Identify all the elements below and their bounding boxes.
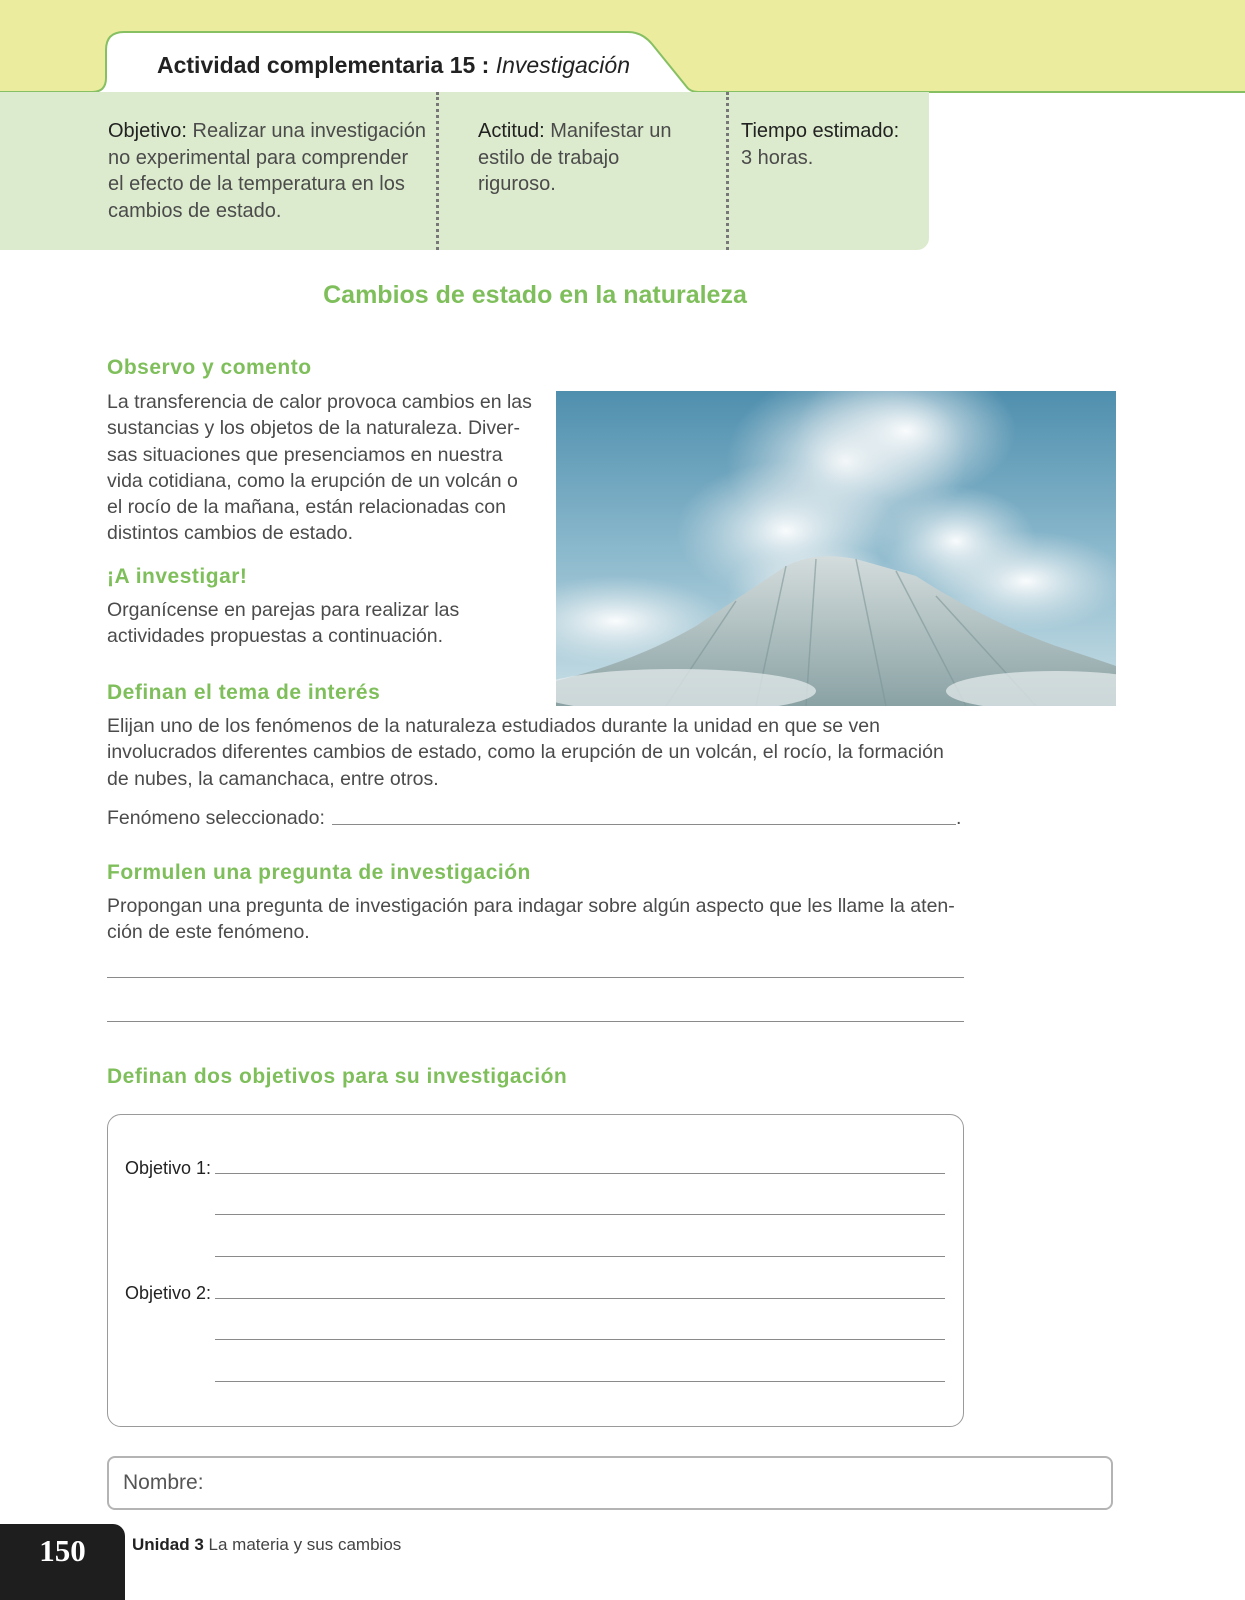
objetivo-2-line-2[interactable] (215, 1339, 945, 1340)
name-field[interactable] (107, 1456, 1113, 1510)
objetivo-block (108, 118, 428, 224)
heading-pregunta: Formulen una pregunta de investigación (107, 861, 531, 884)
divider (436, 92, 439, 250)
objetivo-1-line-2[interactable] (215, 1214, 945, 1215)
fenomeno-label: Fenómeno seleccionado: (107, 807, 325, 829)
activity-label: Actividad complementaria 15 : (157, 52, 490, 78)
investigar-text: Organícense en parejas para realizar las actividades propuestas a continuación. (107, 599, 460, 648)
page-title: Cambios de estado en la naturaleza (323, 281, 747, 309)
objetivo-2-label: Objetivo 2: (125, 1283, 212, 1303)
unit-title: La materia y sus cambios (208, 1535, 402, 1554)
tiempo-block (741, 118, 926, 171)
divider (726, 92, 729, 250)
objetivo-1-line-1[interactable] (215, 1173, 945, 1174)
objetivo-1-label: Objetivo 1: (125, 1158, 212, 1178)
unit-label: Unidad 3 (132, 1535, 204, 1554)
activity-type: Investigación (495, 52, 630, 78)
actitud-label: Actitud: (478, 120, 545, 142)
objetivo-1-line-3[interactable] (215, 1256, 945, 1257)
actitud-text: Manifestar un estilo de trabajo riguroso. (478, 120, 672, 195)
pregunta-text: Propongan una pregunta de investigación para indagar sobre algún aspecto que les llame la atención de este fenómeno. (107, 895, 955, 944)
fenomeno-period: . (956, 807, 962, 829)
heading-objetivos: Definan dos objetivos para su investigación (107, 1065, 568, 1088)
objetivo-2-line-3[interactable] (215, 1381, 945, 1382)
pregunta-answer-line-2[interactable] (107, 1021, 964, 1022)
heading-investigar: ¡A investigar! (107, 565, 248, 588)
pregunta-answer-line-1[interactable] (107, 977, 964, 978)
volcano-photo (556, 391, 1116, 706)
footer-unit (132, 1535, 401, 1555)
activity-title (157, 52, 630, 79)
tiempo-label: Tiempo estimado: (741, 120, 900, 142)
heading-observo: Observo y comento (107, 356, 312, 379)
info-box (0, 92, 929, 250)
page-number: 150 (0, 1524, 125, 1600)
name-label: Nombre: (123, 1471, 204, 1494)
header-tab-shape (0, 0, 1245, 100)
objetivo-label: Objetivo: (108, 120, 187, 142)
tema-text: Elijan uno de los fenómenos de la naturaleza estudiados durante la unidad en que se ven involucrados diferentes cambios de estado, como la erupción de un volcán, el rocío, la formación de nubes, la camanchaca, entre otros. (107, 715, 944, 790)
objetivo-2-line-1[interactable] (215, 1298, 945, 1299)
tiempo-text: 3 horas. (741, 146, 814, 169)
objetivos-box (107, 1114, 964, 1427)
actitud-block (478, 118, 698, 198)
observo-text: La transferencia de calor provoca cambios en las sustancias y los objetos de la naturaleza. Diversas situaciones que presenciamos en nuestra vida cotidiana, como la erupción de un volcán o el rocío de la mañana, están relacionadas con distintos cambios de estado. (107, 391, 532, 545)
fenomeno-input-line[interactable] (332, 824, 956, 825)
objetivo-text: Realizar una investigación no experimental para comprender el efecto de la temperatura en los cambios de estado. (108, 120, 426, 222)
heading-tema: Definan el tema de interés (107, 681, 381, 704)
